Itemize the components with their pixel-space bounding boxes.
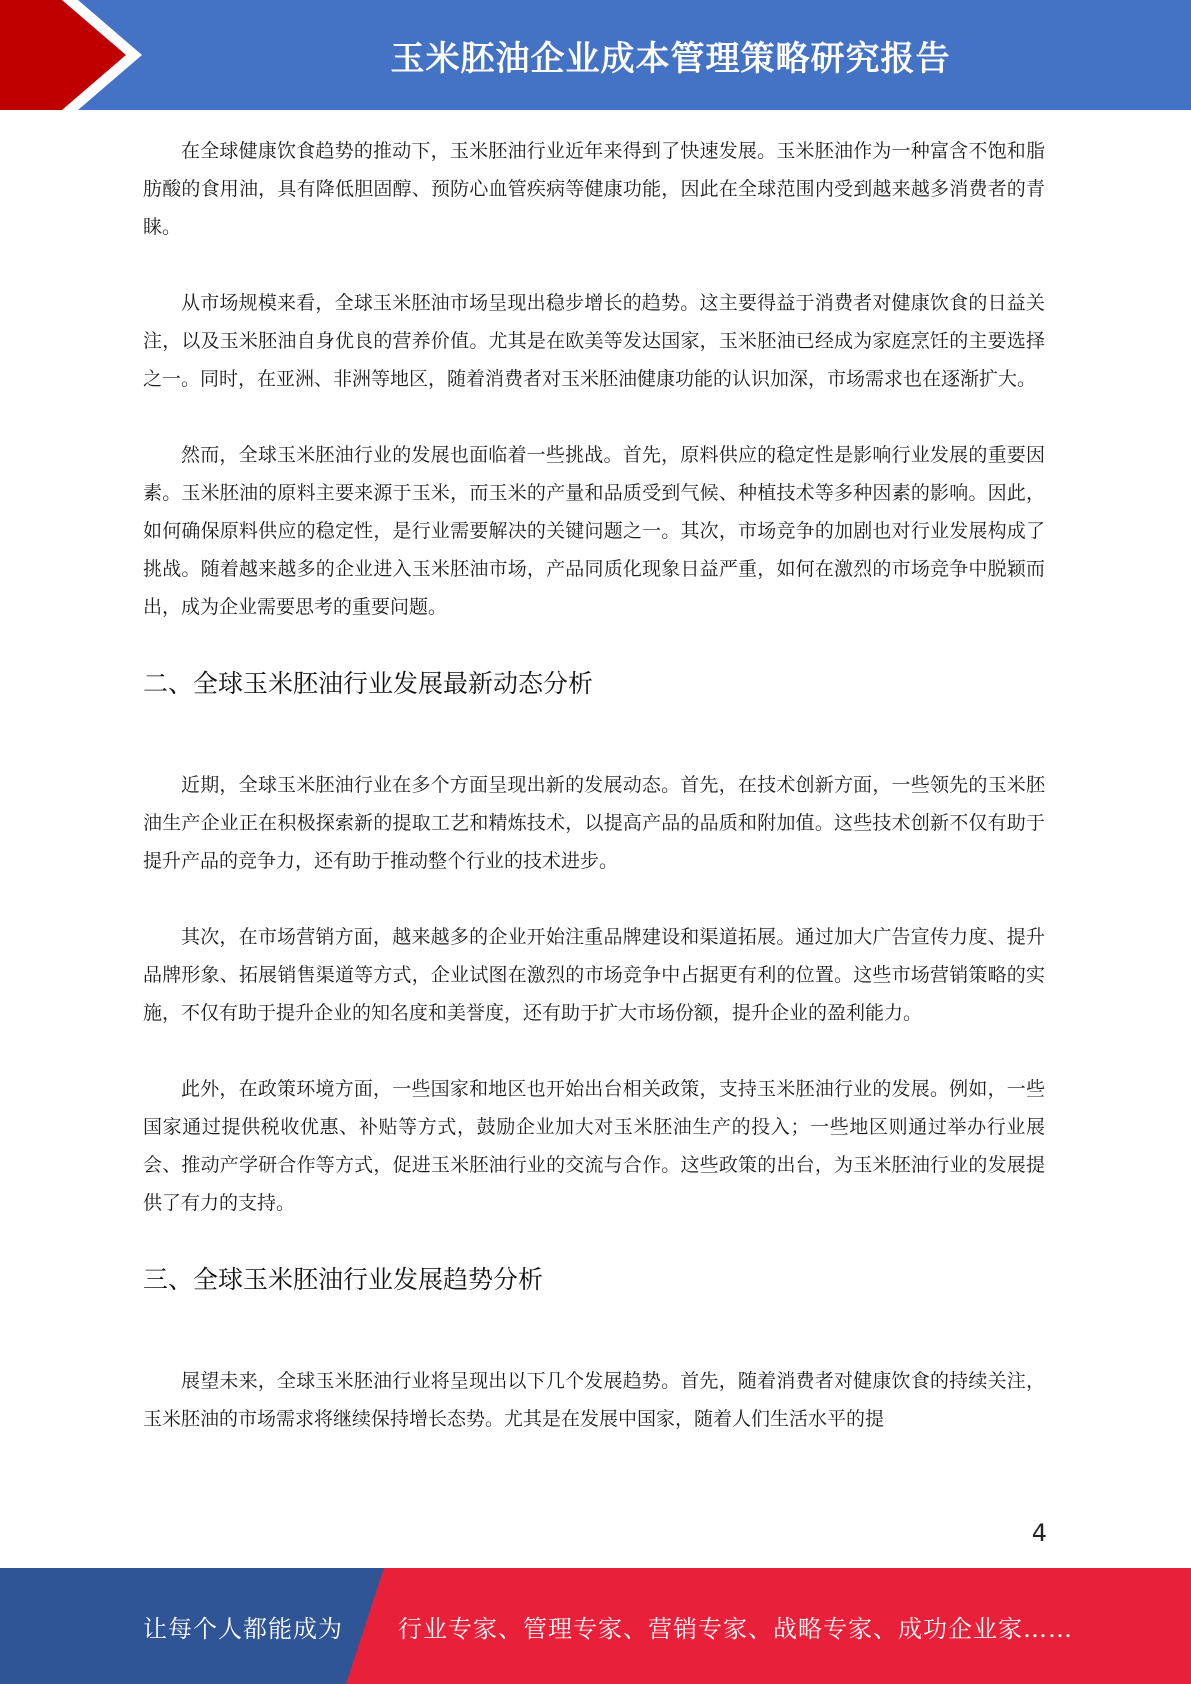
page-header <box>0 0 1191 110</box>
page-number: 4 <box>1031 1519 1047 1547</box>
page-footer <box>0 1568 1191 1684</box>
paragraph: 此外，在政策环境方面，一些国家和地区也开始出台相关政策，支持玉米胚油行业的发展。例如，一些国家通过提供税收优惠、补贴等方式，鼓励企业加大对玉米胚油生产的投入；一些地区则通过举办行业展会、推动产学研合作等方式，促进玉米胚油行业的交流与合作。这些政策的出台，为玉米胚油行业的发展提供了有力的支持。 <box>143 1078 1045 1214</box>
footer-slogan-right: 行业专家、管理专家、营销专家、战略专家、成功企业家…… <box>398 1614 1073 1643</box>
paragraph: 其次，在市场营销方面，越来越多的企业开始注重品牌建设和渠道拓展。通过加大广告宣传力度、提升品牌形象、拓展销售渠道等方式，企业试图在激烈的市场竞争中占据更有利的位置。这些市场营销策略的实施，不仅有助于提升企业的知名度和美誉度，还有助于扩大市场份额，提升企业的盈利能力。 <box>143 926 1045 1024</box>
paragraph: 展望未来，全球玉米胚油行业将呈现出以下几个发展趋势。首先，随着消费者对健康饮食的持续关注，玉米胚油的市场需求将继续保持增长态势。尤其是在发展中国家，随着人们生活水平的提 <box>143 1370 1045 1430</box>
document-body <box>143 132 1045 1476</box>
paragraph: 在全球健康饮食趋势的推动下，玉米胚油行业近年来得到了快速发展。玉米胚油作为一种富含不饱和脂肪酸的食用油，具有降低胆固醇、预防心血管疾病等健康功能，因此在全球范围内受到越来越多消费者的青睐。 <box>143 140 1045 238</box>
section-heading-2: 二、全球玉米胚油行业发展最新动态分析 <box>143 669 594 698</box>
footer-slogan-left: 让每个人都能成为 <box>143 1614 343 1643</box>
paragraph: 然而，全球玉米胚油行业的发展也面临着一些挑战。首先，原料供应的稳定性是影响行业发展的重要因素。玉米胚油的原料主要来源于玉米，而玉米的产量和品质受到气候、种植技术等多种因素的影响。因此，如何确保原料供应的稳定性，是行业需要解决的关键问题之一。其次，市场竞争的加剧也对行业发展构成了挑战。随着越来越多的企业进入玉米胚油市场，产品同质化现象日益严重，如何在激烈的市场竞争中脱颖而出，成为企业需要思考的重要问题。 <box>143 444 1045 618</box>
report-title: 玉米胚油企业成本管理策略研究报告 <box>390 38 951 79</box>
section-heading-3: 三、全球玉米胚油行业发展趋势分析 <box>143 1265 544 1294</box>
paragraph: 近期，全球玉米胚油行业在多个方面呈现出新的发展动态。首先，在技术创新方面，一些领先的玉米胚油生产企业正在积极探索新的提取工艺和精炼技术，以提高产品的品质和附加值。这些技术创新不仅有助于提升产品的竞争力，还有助于推动整个行业的技术进步。 <box>143 774 1045 872</box>
paragraph: 从市场规模来看，全球玉米胚油市场呈现出稳步增长的趋势。这主要得益于消费者对健康饮食的日益关注，以及玉米胚油自身优良的营养价值。尤其是在欧美等发达国家，玉米胚油已经成为家庭烹饪的主要选择之一。同时，在亚洲、非洲等地区，随着消费者对玉米胚油健康功能的认识加深，市场需求也在逐渐扩大。 <box>143 292 1045 390</box>
